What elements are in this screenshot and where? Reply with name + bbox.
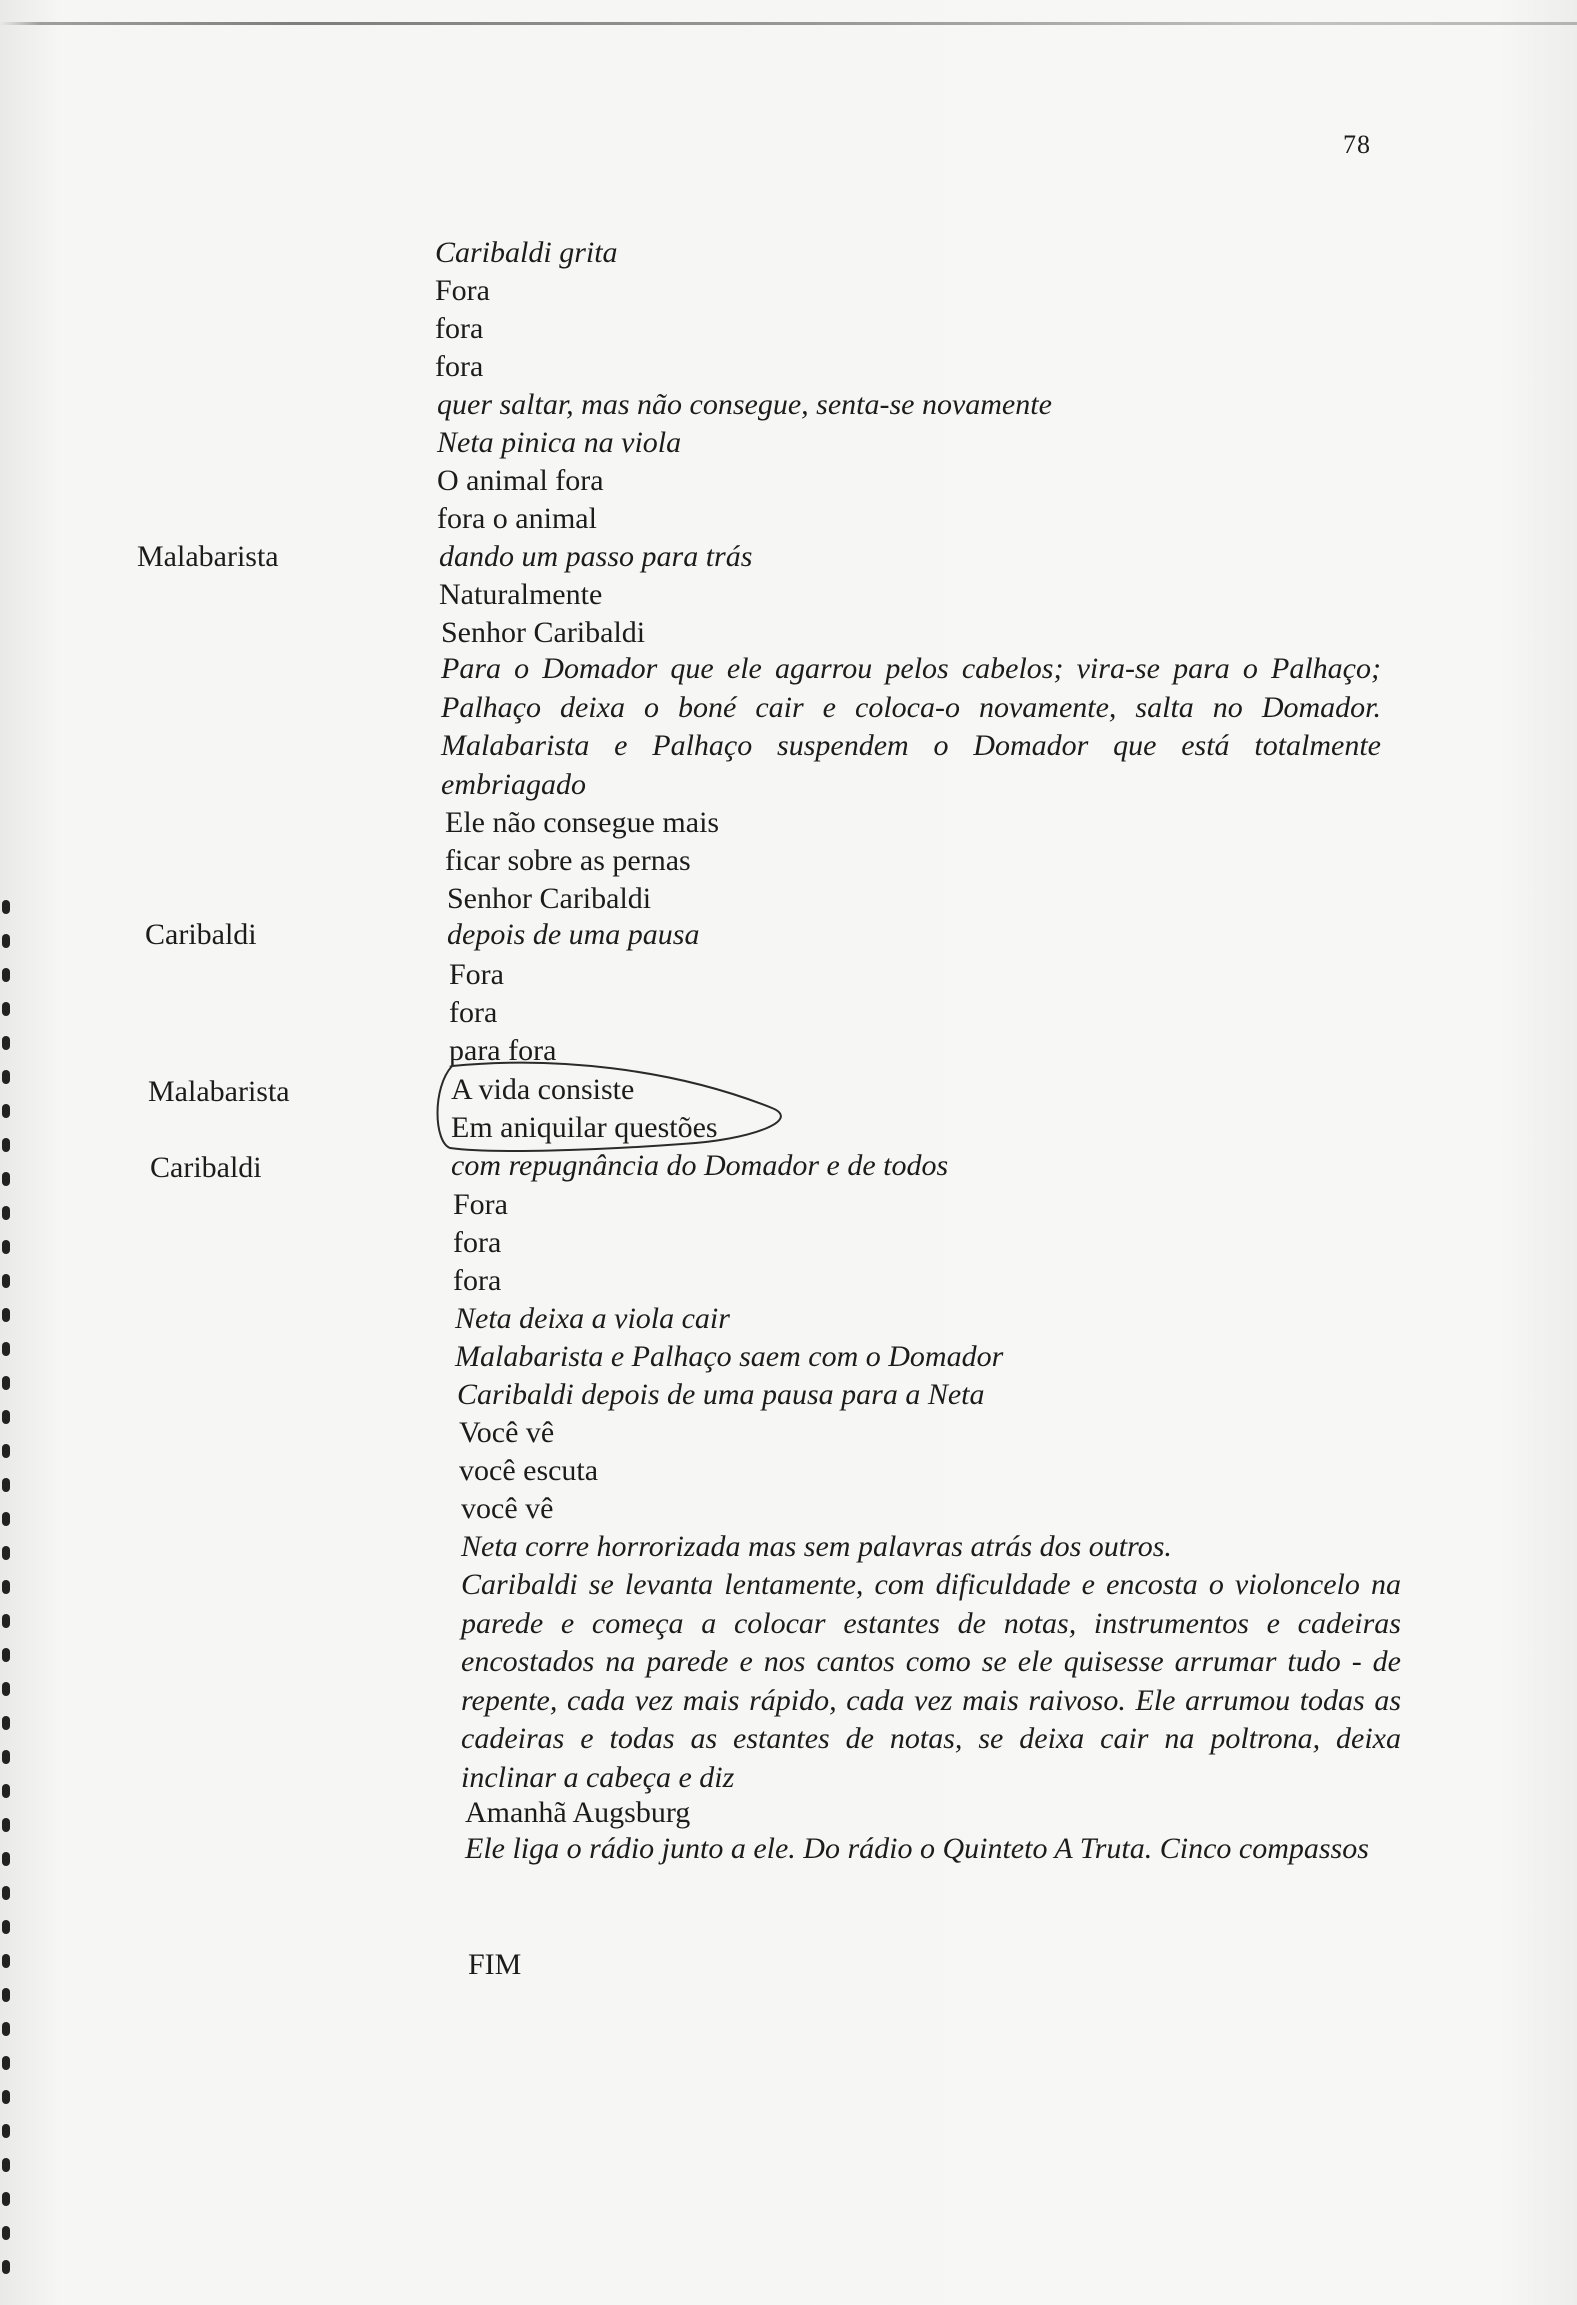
stage-direction-paragraph: Para o Domador que ele agarrou pelos cabelos; vira-se para o Palhaço; Palhaço deixa o boné cair e coloca-o novamente, salta no Domador. Malabarista e Palhaço suspendem o Domador que está totalmente embriagado xyxy=(441,652,1381,801)
binding-hole xyxy=(2,1036,10,1050)
dialogue-line: ficar sobre as pernas xyxy=(445,844,691,877)
dialogue-line: você vê xyxy=(461,1492,554,1525)
dialogue-line: Fora xyxy=(435,274,490,307)
speaker-malabarista: Malabarista xyxy=(148,1075,290,1108)
page-number: 78 xyxy=(1343,130,1371,159)
binding-hole xyxy=(2,1750,10,1764)
binding-hole xyxy=(2,2022,10,2036)
binding-hole xyxy=(2,1070,10,1084)
stage-direction: com repugnância do Domador e de todos xyxy=(451,1149,949,1182)
dialogue-line: fora xyxy=(453,1264,502,1297)
binding-hole xyxy=(2,1886,10,1900)
dialogue-line: A vida consiste xyxy=(451,1073,635,1106)
binding-hole xyxy=(2,1478,10,1492)
binding-hole xyxy=(2,2056,10,2070)
binding-hole xyxy=(2,1512,10,1526)
dialogue-line: fora xyxy=(435,312,484,345)
dialogue-line: Fora xyxy=(449,958,504,991)
binding-hole xyxy=(2,2260,10,2274)
binding-hole xyxy=(2,1784,10,1798)
speaker-caribaldi: Caribaldi xyxy=(145,918,257,951)
binding-hole xyxy=(2,2158,10,2172)
binding-hole xyxy=(2,1206,10,1220)
stage-direction: Neta corre horrorizada mas sem palavras atrás dos outros. xyxy=(461,1530,1172,1563)
binding-hole xyxy=(2,1920,10,1934)
dialogue-line: fora o animal xyxy=(437,502,597,535)
dialogue-line: O animal fora xyxy=(437,464,604,497)
binding-hole xyxy=(2,968,10,982)
dialogue-line: Em aniquilar questões xyxy=(451,1111,718,1144)
handwritten-circle-mark xyxy=(432,1058,812,1158)
binding-hole xyxy=(2,1410,10,1424)
speaker-malabarista: Malabarista xyxy=(137,540,279,573)
binding-hole xyxy=(2,1988,10,2002)
dialogue-line: Senhor Caribaldi xyxy=(441,616,646,649)
binding-hole xyxy=(2,1308,10,1322)
stage-direction: dando um passo para trás xyxy=(439,540,753,573)
stage-direction: depois de uma pausa xyxy=(447,918,700,951)
binding-hole xyxy=(2,1274,10,1288)
binding-hole xyxy=(2,1104,10,1118)
binding-hole xyxy=(2,1240,10,1254)
stage-direction: quer saltar, mas não consegue, senta-se novamente xyxy=(437,388,1052,421)
binding-hole xyxy=(2,1376,10,1390)
binding-hole xyxy=(2,2090,10,2104)
stage-direction: Malabarista e Palhaço saem com o Domador xyxy=(455,1340,1004,1373)
binding-hole xyxy=(2,2226,10,2240)
binding-hole xyxy=(2,2124,10,2138)
binding-hole xyxy=(2,1818,10,1832)
speaker-caribaldi: Caribaldi xyxy=(150,1151,262,1184)
stage-direction-paragraph: Caribaldi se levanta lentamente, com dificuldade e encosta o violoncelo na parede e começa a colocar estantes de notas, instrumentos e cadeiras encostados na parede e nos cantos como se ele quisesse arrumar tudo - de repente, cada vez mais rápido, cada vez mais raivoso. Ele arrumou todas as cadeiras e todas as estantes de notas, se deixa cair na poltrona, deixa inclinar a cabeça e diz xyxy=(461,1568,1401,1794)
binding-hole xyxy=(2,1138,10,1152)
binding-hole xyxy=(2,900,10,914)
dialogue-line: para fora xyxy=(449,1034,557,1067)
binding-hole xyxy=(2,1954,10,1968)
stage-direction: Neta pinica na viola xyxy=(437,426,682,459)
binding-hole xyxy=(2,1852,10,1866)
stage-direction: Caribaldi depois de uma pausa para a Neta xyxy=(457,1378,985,1411)
spiral-binding xyxy=(0,0,14,2305)
binding-hole xyxy=(2,1172,10,1186)
dialogue-line: Ele não consegue mais xyxy=(445,806,720,839)
dialogue-line: Você vê xyxy=(459,1416,555,1449)
binding-hole xyxy=(2,2192,10,2206)
binding-hole xyxy=(2,1614,10,1628)
end-mark: FIM xyxy=(468,1948,522,1981)
binding-hole xyxy=(2,1716,10,1730)
stage-direction-paragraph: Ele liga o rádio junto a ele. Do rádio o Quinteto A Truta. Cinco compassos xyxy=(465,1832,1369,1865)
binding-hole xyxy=(2,1682,10,1696)
binding-hole xyxy=(2,1648,10,1662)
dialogue-line: fora xyxy=(453,1226,502,1259)
binding-hole xyxy=(2,934,10,948)
binding-hole xyxy=(2,1580,10,1594)
binding-hole xyxy=(2,1444,10,1458)
stage-direction: Caribaldi grita xyxy=(435,236,618,269)
dialogue-line: Amanhã Augsburg xyxy=(465,1796,691,1829)
binding-hole xyxy=(2,1342,10,1356)
dialogue-line: Naturalmente xyxy=(439,578,603,611)
dialogue-line: Fora xyxy=(453,1188,508,1221)
dialogue-line: você escuta xyxy=(459,1454,599,1487)
binding-hole xyxy=(2,1546,10,1560)
dialogue-line: fora xyxy=(449,996,498,1029)
dialogue-line: Senhor Caribaldi xyxy=(447,882,652,915)
stage-direction: Neta deixa a viola cair xyxy=(455,1302,730,1335)
top-edge-rule xyxy=(0,22,1577,25)
dialogue-line: fora xyxy=(435,350,484,383)
binding-hole xyxy=(2,1002,10,1016)
